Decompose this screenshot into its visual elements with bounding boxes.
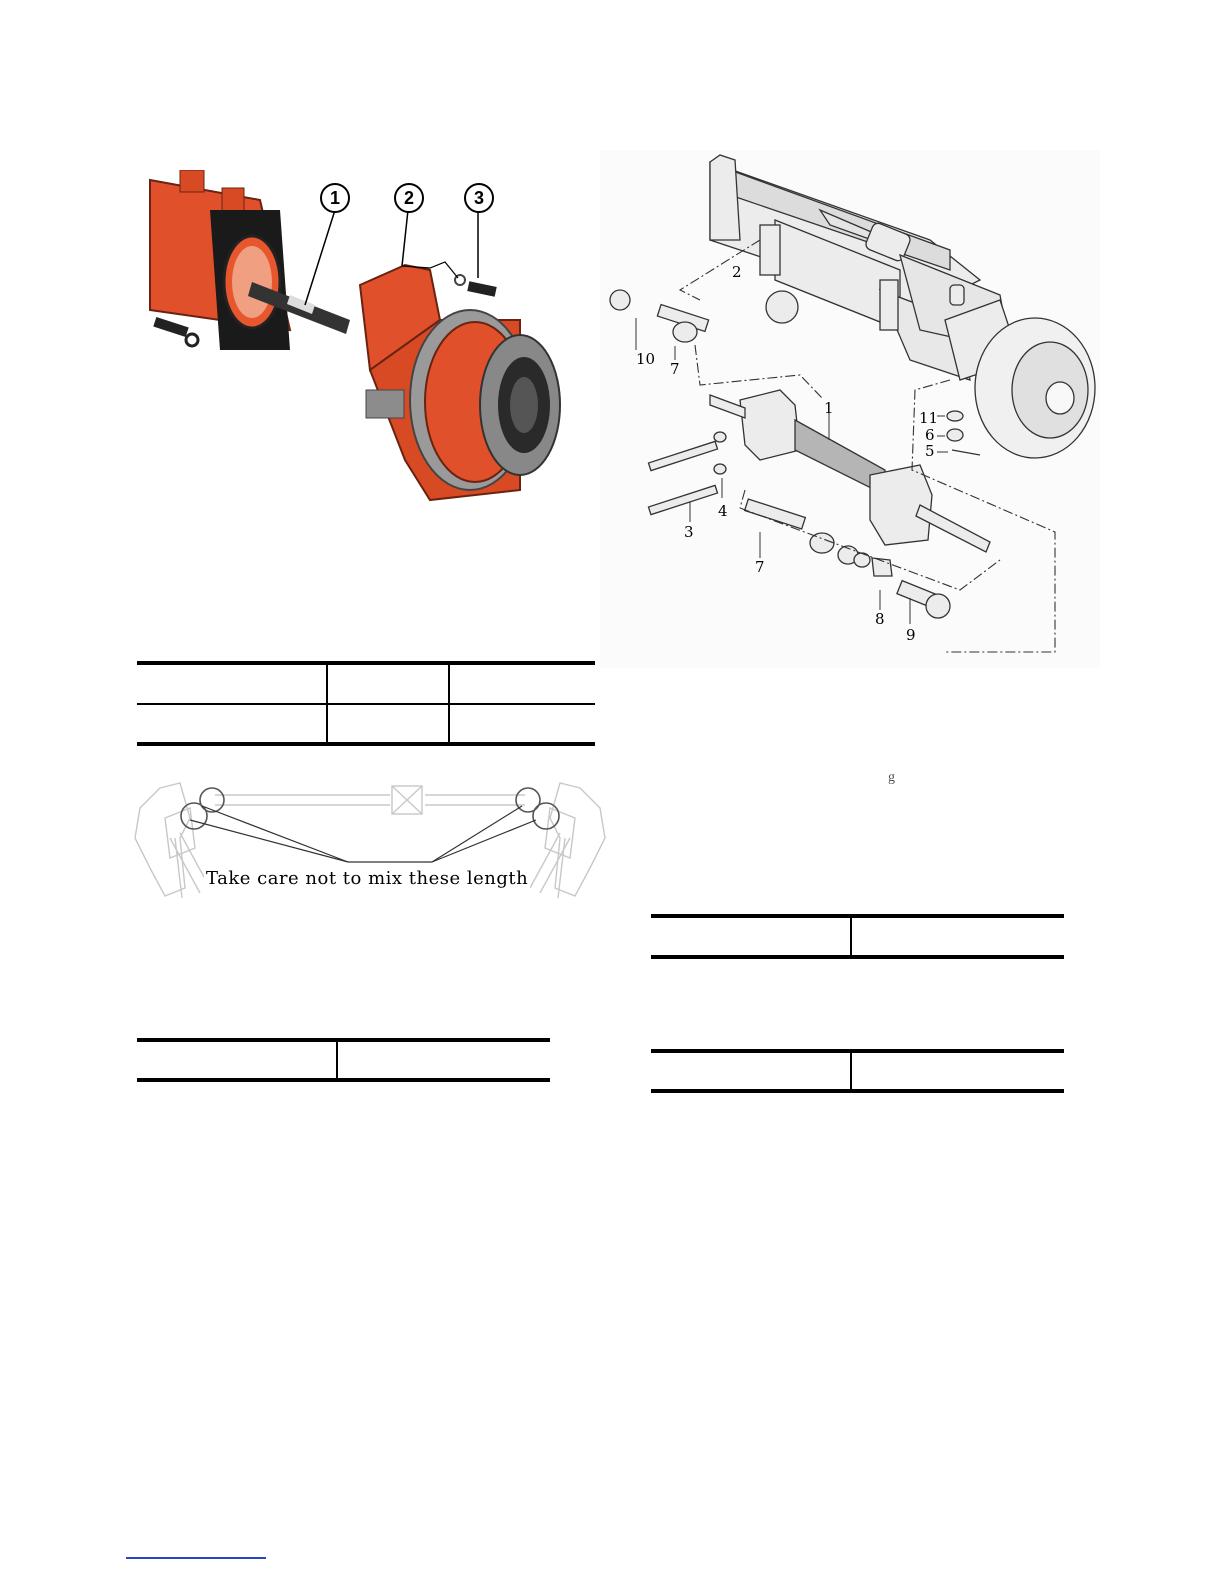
table-3-top-rule [651,914,1064,918]
table-1-top-rule [137,661,595,665]
diagram-callout-4: 4 [718,502,728,520]
callout-2: 2 [394,183,424,213]
diagram-callout-8: 8 [875,610,885,628]
steering-diagram [600,150,1100,668]
table-2-top-rule [137,1038,550,1042]
tie-rod-figure [130,778,610,904]
footer-link-underline[interactable] [126,1557,266,1559]
table-2-bottom-rule [137,1078,550,1082]
diagram-callout-7-lower: 7 [755,558,765,576]
table-4-top-rule [651,1049,1064,1053]
steering-diagram-drawing [600,150,1100,668]
table-1-mid-rule [137,703,595,705]
diagram-callout-11: 11 [919,409,939,427]
diagram-callout-7-upper: 7 [670,360,680,378]
callout-1: 1 [320,183,350,213]
diagram-callout-3: 3 [684,523,694,541]
axle-photo [140,170,580,510]
diagram-callout-10: 10 [636,350,656,368]
table-4-col-divider [850,1049,852,1093]
caution-label: Take care not to mix these length [206,868,529,889]
table-1-col-divider-1 [326,661,328,746]
stray-text-fragment: g [888,770,895,785]
diagram-callout-1: 1 [824,399,834,417]
diagram-callout-5: 5 [925,442,935,460]
table-3-col-divider [850,914,852,959]
table-1-bottom-rule [137,742,595,746]
table-3-bottom-rule [651,955,1064,959]
table-2-col-divider [336,1038,338,1082]
diagram-callout-9: 9 [906,626,916,644]
callout-3: 3 [464,183,494,213]
axle-photo-drawing [140,170,580,510]
table-1-col-divider-2 [448,661,450,746]
table-4-bottom-rule [651,1089,1064,1093]
diagram-callout-2: 2 [732,263,742,281]
diagram-callout-6: 6 [925,426,935,444]
